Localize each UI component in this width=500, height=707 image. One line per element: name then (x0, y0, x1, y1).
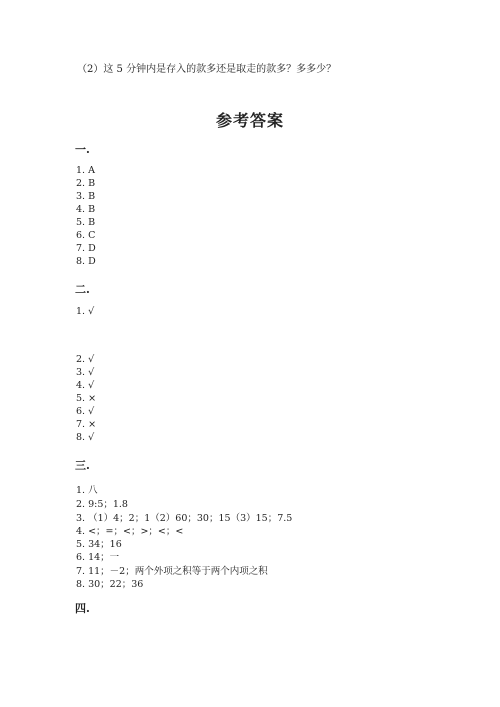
question-text: （2）这 5 分钟内是存入的款多还是取走的款多？多多少？ (77, 64, 337, 75)
section-heading-4: 四. (75, 602, 90, 615)
answer-item: 4. B (76, 204, 96, 215)
answer-item: 7. × (76, 419, 97, 430)
section-heading-1: 一. (75, 143, 90, 156)
answer-item: 3. B (76, 191, 96, 202)
answer-item: 5. × (76, 393, 97, 404)
section-heading-3: 三. (75, 459, 90, 472)
answer-item: 6. C (76, 230, 96, 241)
answer-item: 3. √ (76, 367, 95, 378)
answer-item: 6. √ (76, 406, 95, 417)
answer-item: 4. <；=；<；>；<；< (76, 526, 184, 537)
answer-item: 5. B (76, 217, 96, 228)
answer-key-title: 参考答案 (215, 111, 284, 130)
answer-item: 2. √ (76, 354, 95, 365)
answer-item: 8. 30；22；36 (76, 579, 144, 590)
answer-item: 2. 9:5；1.8 (76, 499, 128, 510)
answer-item: 3. （1）4；2；1（2）60；30；15（3）15；7.5 (76, 513, 293, 524)
section-heading-2: 二. (75, 283, 90, 296)
answer-item: 6. 14；一 (76, 552, 120, 563)
answer-item: 8. D (76, 256, 96, 267)
answer-item: 7. 11；－2；两个外项之积等于两个内项之积 (76, 566, 268, 577)
answer-item: 4. √ (76, 380, 95, 391)
answer-item: 2. B (76, 178, 96, 189)
answer-item: 1. √ (76, 306, 95, 317)
answer-item: 1. 八 (76, 485, 98, 496)
answer-item: 7. D (76, 243, 96, 254)
answer-item: 8. √ (76, 432, 95, 443)
answer-item: 1. A (76, 165, 95, 176)
answer-item: 5. 34；16 (76, 539, 122, 550)
